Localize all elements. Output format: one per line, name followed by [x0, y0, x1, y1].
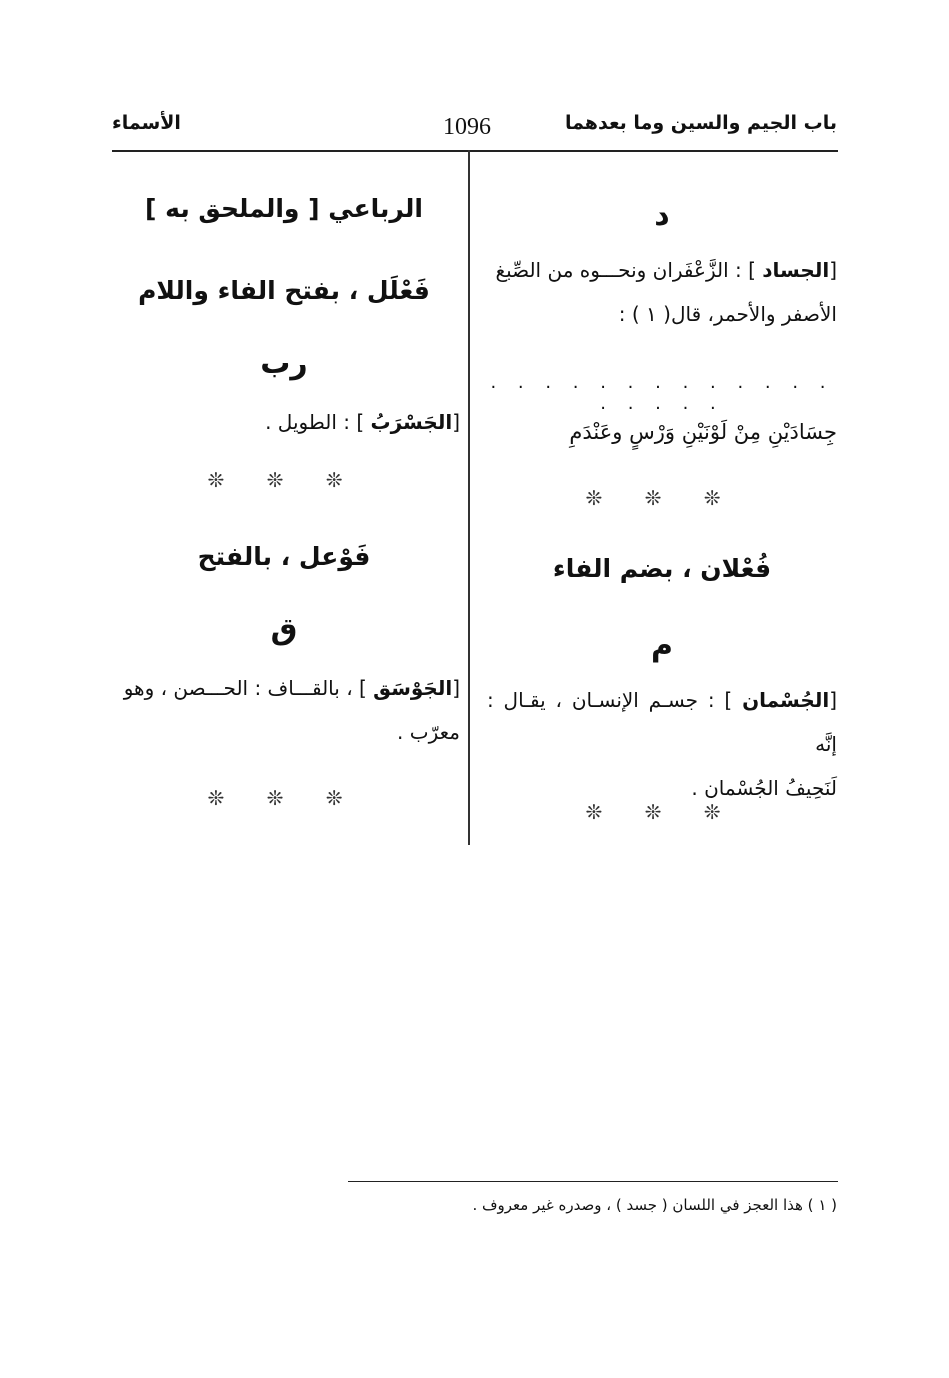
- entry-jawsaq: [108, 666, 460, 754]
- entry-jisad-line1: [الجساد ] : الزَّعْفَران ونحـــوه من الصِّبغ: [495, 258, 837, 282]
- entry-jisad-line2: الأصفر والأحمر، قال( ١ ) :: [618, 302, 837, 326]
- heading-fawal: فَوْعل ، بالفتح: [197, 542, 371, 571]
- entry-jawsaq-text1: ] ، بالقـــاف : الحـــصن ، وهو: [123, 676, 374, 700]
- headword-jasrab: الجَسْرَبُ: [370, 410, 453, 434]
- header-rule: [112, 150, 838, 152]
- heading-rubai: الرباعي [ والملحق به ]: [145, 194, 423, 223]
- footnote-rule: [348, 1181, 838, 1182]
- entry-jusman-line2: لَنَحِيفُ الجُسْمان .: [691, 776, 837, 800]
- entry-jawsaq-line2: معرّب .: [397, 720, 460, 744]
- entry-jisad-text1: ] : الزَّعْفَران ونحـــوه من الصِّبغ: [495, 258, 763, 282]
- entry-jasrab-line1: [الجَسْرَبُ ] : الطويل .: [265, 410, 460, 434]
- entry-jasrab-text: ] : الطويل .: [265, 410, 371, 434]
- verse-line: جِسَادَيْنِ مِنْ لَوْنَيْنِ وَرْسٍ وعَنْدَمِ: [569, 420, 837, 444]
- section-separator-stars: ❊ ❊ ❊: [585, 800, 739, 824]
- entry-jusman: [487, 678, 837, 810]
- footnote: ( ١ ) هذا العجز في اللسان ( جسد ) ، وصدره غير معروف .: [472, 1196, 837, 1214]
- headword-jusman: الجُسْمان: [742, 688, 830, 712]
- page-number: 1096: [443, 114, 491, 140]
- heading-falal: فَعْلَل ، بفتح الفاء واللام: [138, 276, 430, 305]
- entry-jisad: [487, 248, 837, 336]
- section-separator-stars: ❊ ❊ ❊: [207, 786, 361, 810]
- entry-jusman-text1: ] : جسـم الإنسـان ، يقـال : إنَّه: [487, 688, 837, 756]
- headword-jisad: الجساد: [762, 258, 830, 282]
- entry-jusman-line1: [الجُسْمان ] : جسـم الإنسـان ، يقـال : إنَّه: [487, 688, 837, 756]
- heading-fulan: فُعْلان ، بضم الفاء: [552, 554, 772, 583]
- verse-ellipsis: . . . . . . . . . . . . . . . . . .: [490, 372, 834, 414]
- letter-dal: د: [654, 198, 670, 233]
- entry-jasrab: [108, 400, 460, 444]
- column-divider: [468, 150, 470, 845]
- header-section-title: باب الجيم والسين وما بعدهما: [564, 112, 837, 134]
- letter-mim: م: [651, 628, 673, 663]
- entry-jawsaq-line1: [الجَوْسَق ] ، بالقـــاف : الحـــصن ، وهو: [123, 676, 460, 700]
- section-separator-stars: ❊ ❊ ❊: [585, 486, 739, 510]
- headword-jawsaq: الجَوْسَق: [373, 676, 453, 700]
- header-chapter-title: الأسماء: [112, 112, 181, 134]
- letter-qaf: ق: [270, 612, 298, 647]
- letter-rb: رب: [260, 346, 308, 381]
- section-separator-stars: ❊ ❊ ❊: [207, 468, 361, 492]
